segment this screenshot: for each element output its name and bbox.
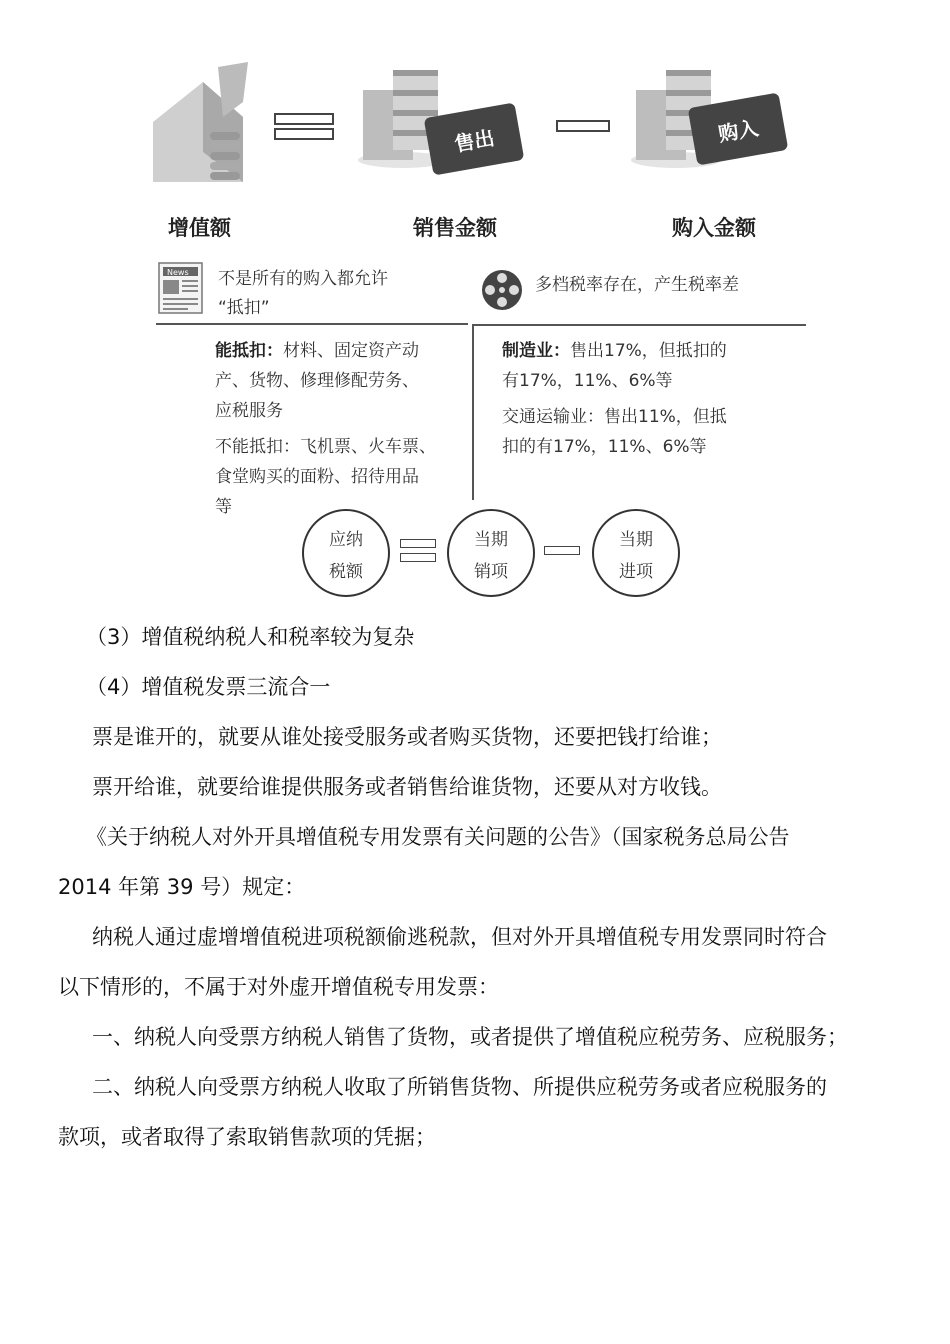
equals-bottom-bar: [274, 128, 334, 140]
vertical-divider: [472, 326, 474, 500]
equals-top-bar: [274, 113, 334, 125]
paragraph-3-line1: 《关于纳税人对外开具增值税专用发票有关问题的公告》（国家税务总局公告: [86, 825, 790, 849]
transport-line1: 交通运输业：售出11%，但抵: [502, 407, 727, 427]
left-note-line1: 不是所有的购入都允许: [218, 269, 388, 289]
manufacturing-label: 制造业：: [502, 341, 570, 361]
vat-amount-label: 增值额: [168, 216, 231, 240]
transport-line2: 扣的有17%，11%、6%等: [502, 437, 707, 457]
sale-tag: 售出: [424, 102, 525, 175]
deductible-label: 能抵扣：: [215, 341, 283, 361]
item-4: （4）增值税发票三流合一: [86, 675, 331, 699]
formula-equals-bottom: [400, 553, 436, 562]
item-3: （3）增值税纳税人和税率较为复杂: [86, 625, 415, 649]
right-note: 多档税率存在，产生税率差: [535, 275, 739, 295]
input-tax-circle: 当期 进项: [592, 509, 680, 597]
deductible-line3: 应税服务: [215, 401, 283, 421]
paragraph-4-line1: 纳税人通过虚增增值税进项税额偷逃税款，但对外开具增值税专用发票同时符合: [92, 925, 827, 949]
purchase-amount-label: 购入金额: [672, 216, 756, 240]
newspaper-icon: [158, 262, 203, 314]
non-deductible-line1: 不能抵扣：飞机票、火车票、: [215, 437, 436, 457]
paragraph-6-line1: 二、纳税人向受票方纳税人收取了所销售货物、所提供应税劳务或者应税服务的: [92, 1075, 827, 1099]
paragraph-1: 票是谁开的，就要从谁处接受服务或者购买货物，还要把钱打给谁；: [92, 725, 722, 749]
non-deductible-line3: 等: [215, 497, 232, 517]
paragraph-6-line2: 款项，或者取得了索取销售款项的凭据；: [58, 1125, 436, 1149]
house-coins-illustration: [148, 62, 258, 187]
paragraph-2: 票开给谁，就要给谁提供服务或者销售给谁货物，还要从对方收钱。: [92, 775, 722, 799]
paragraph-5: 一、纳税人向受票方纳税人销售了货物，或者提供了增值税应税劳务、应税服务；: [92, 1025, 848, 1049]
manufacturing-line2: 有17%，11%、6%等: [502, 371, 673, 391]
non-deductible-line2: 食堂购买的面粉、招待用品: [215, 467, 419, 487]
minus-bar-top: [556, 120, 610, 132]
formula-equals-top: [400, 539, 436, 548]
manufacturing-line1: 制造业：售出17%，但抵扣的: [502, 341, 727, 361]
sales-amount-label: 销售金额: [413, 216, 497, 240]
paragraph-3-line2: 2014 年第 39 号）规定：: [58, 875, 306, 899]
left-note-line2: “抵扣”: [218, 298, 270, 318]
deductible-line2: 产、货物、修理修配劳务、: [215, 371, 419, 391]
right-divider: [472, 324, 806, 326]
tax-payable-circle: 应纳 税额: [302, 509, 390, 597]
output-tax-circle: 当期 销项: [447, 509, 535, 597]
left-divider: [156, 323, 468, 325]
svg-text:News: News: [167, 268, 189, 277]
formula-minus: [544, 546, 580, 555]
purchase-tag: 购入: [688, 92, 789, 165]
deductible-line1: 能抵扣：材料、固定资产动: [215, 341, 419, 361]
paragraph-4-line2: 以下情形的，不属于对外虚开增值税专用发票：: [58, 975, 499, 999]
film-reel-icon: [480, 268, 524, 312]
